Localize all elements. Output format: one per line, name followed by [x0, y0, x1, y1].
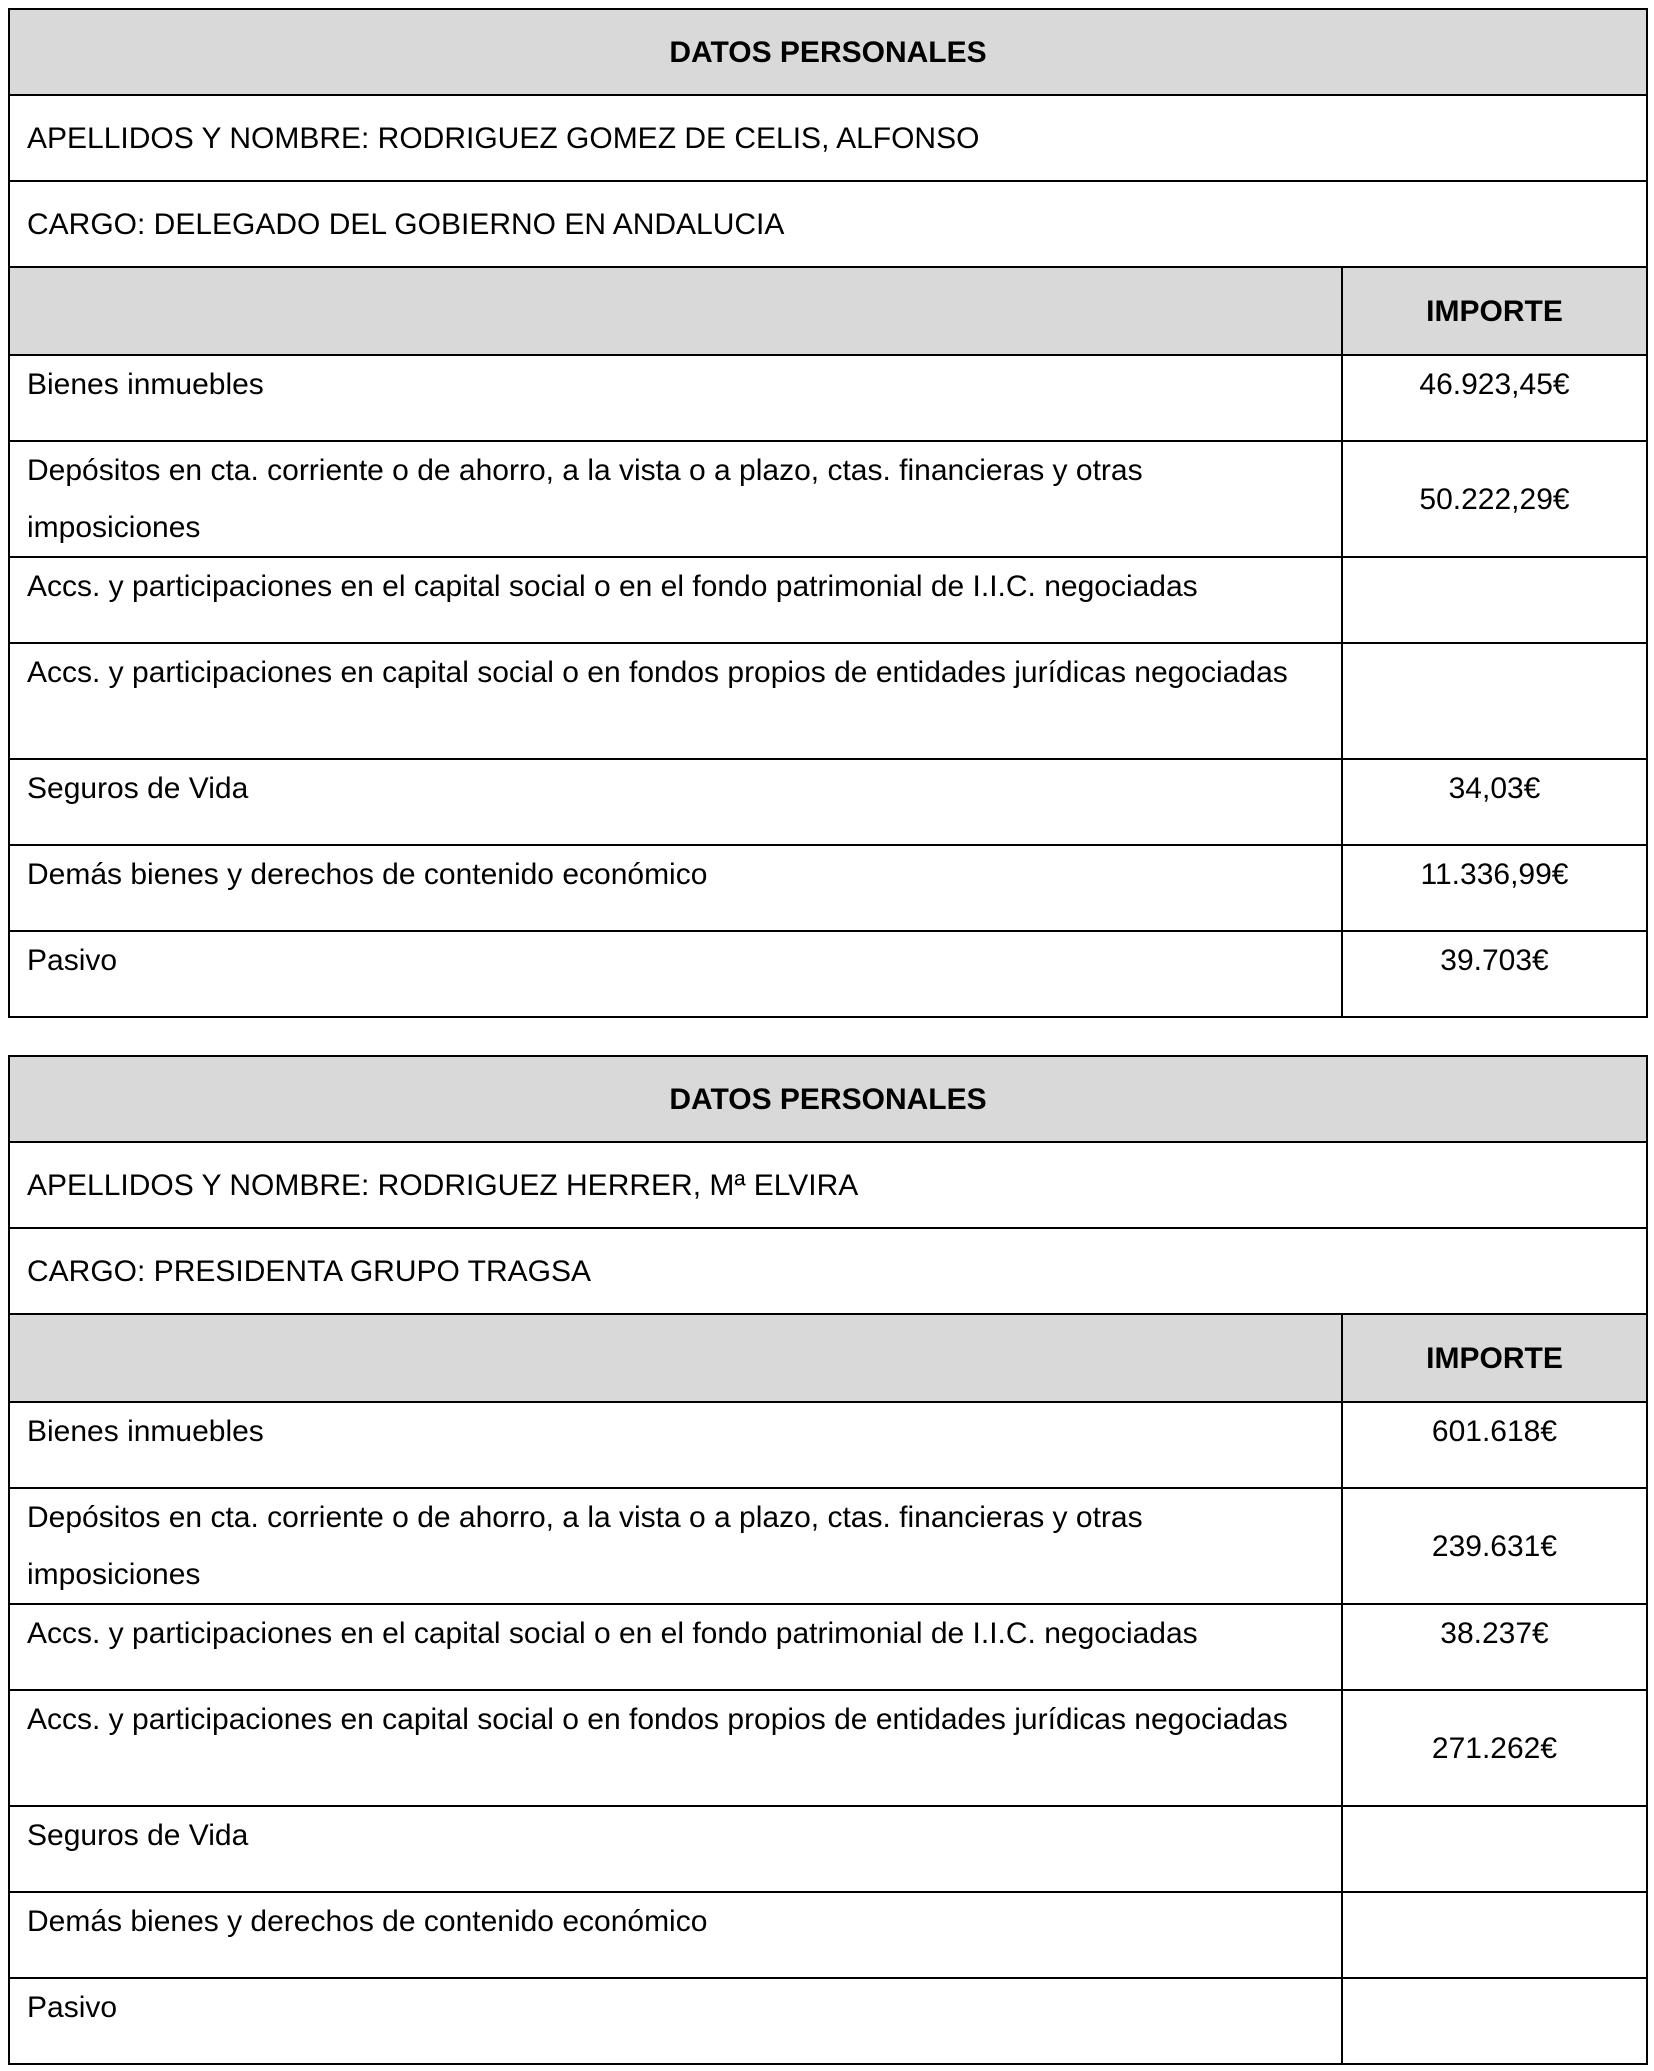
- table-row: [9, 1402, 1647, 1488]
- row-amount: 11.336,99€: [1342, 845, 1647, 931]
- row-amount: 271.262€: [1342, 1690, 1647, 1806]
- name-line: APELLIDOS Y NOMBRE: RODRIGUEZ HERRER, Mª ELVIRA: [9, 1142, 1647, 1228]
- amount-column-header: IMPORTE: [1342, 1314, 1647, 1402]
- table-row: [9, 355, 1647, 441]
- row-label: Demás bienes y derechos de contenido económico: [9, 845, 1342, 931]
- row-label: Accs. y participaciones en el capital social o en el fondo patrimonial de I.I.C. negociadas: [9, 557, 1342, 643]
- row-amount: [1342, 1892, 1647, 1978]
- row-label: Bienes inmuebles: [9, 1402, 1342, 1488]
- row-amount: 50.222,29€: [1342, 441, 1647, 557]
- declaration-table-2: [8, 1055, 1648, 2065]
- position-line: CARGO: DELEGADO DEL GOBIERNO EN ANDALUCIA: [9, 181, 1647, 267]
- row-amount: 34,03€: [1342, 759, 1647, 845]
- row-amount: 239.631€: [1342, 1488, 1647, 1604]
- row-label: Accs. y participaciones en capital social o en fondos propios de entidades jurídicas negociadas: [9, 1690, 1342, 1806]
- table-row: [9, 759, 1647, 845]
- amount-column-header: IMPORTE: [1342, 267, 1647, 355]
- row-amount: 39.703€: [1342, 931, 1647, 1017]
- table-row: [9, 1892, 1647, 1978]
- row-label: Depósitos en cta. corriente o de ahorro, a la vista o a plazo, ctas. financieras y otras imposiciones: [9, 441, 1342, 557]
- row-label: Accs. y participaciones en el capital social o en el fondo patrimonial de I.I.C. negociadas: [9, 1604, 1342, 1690]
- table-row: [9, 845, 1647, 931]
- row-label: Demás bienes y derechos de contenido económico: [9, 1892, 1342, 1978]
- column-header-blank: [9, 1314, 1342, 1402]
- row-label: Seguros de Vida: [9, 759, 1342, 845]
- name-line: APELLIDOS Y NOMBRE: RODRIGUEZ GOMEZ DE CELIS, ALFONSO: [9, 95, 1647, 181]
- table-row: [9, 441, 1647, 557]
- row-amount: [1342, 643, 1647, 759]
- row-label: Accs. y participaciones en capital social o en fondos propios de entidades jurídicas negociadas: [9, 643, 1342, 759]
- table-row: [9, 557, 1647, 643]
- row-amount: 46.923,45€: [1342, 355, 1647, 441]
- row-label: Pasivo: [9, 1978, 1342, 2064]
- table-row: [9, 643, 1647, 759]
- row-amount: [1342, 1806, 1647, 1892]
- row-amount: [1342, 1978, 1647, 2064]
- row-amount: 601.618€: [1342, 1402, 1647, 1488]
- section-header: DATOS PERSONALES: [9, 9, 1647, 95]
- position-line: CARGO: PRESIDENTA GRUPO TRAGSA: [9, 1228, 1647, 1314]
- row-label: Seguros de Vida: [9, 1806, 1342, 1892]
- table-row: [9, 1488, 1647, 1604]
- table-row: [9, 1806, 1647, 1892]
- row-amount: 38.237€: [1342, 1604, 1647, 1690]
- section-header: DATOS PERSONALES: [9, 1056, 1647, 1142]
- row-amount: [1342, 557, 1647, 643]
- table-row: [9, 1604, 1647, 1690]
- declaration-table-1: [8, 8, 1648, 1018]
- table-row: [9, 1978, 1647, 2064]
- table-row: [9, 931, 1647, 1017]
- table-row: [9, 1690, 1647, 1806]
- row-label: Depósitos en cta. corriente o de ahorro, a la vista o a plazo, ctas. financieras y otras imposiciones: [9, 1488, 1342, 1604]
- column-header-blank: [9, 267, 1342, 355]
- row-label: Pasivo: [9, 931, 1342, 1017]
- row-label: Bienes inmuebles: [9, 355, 1342, 441]
